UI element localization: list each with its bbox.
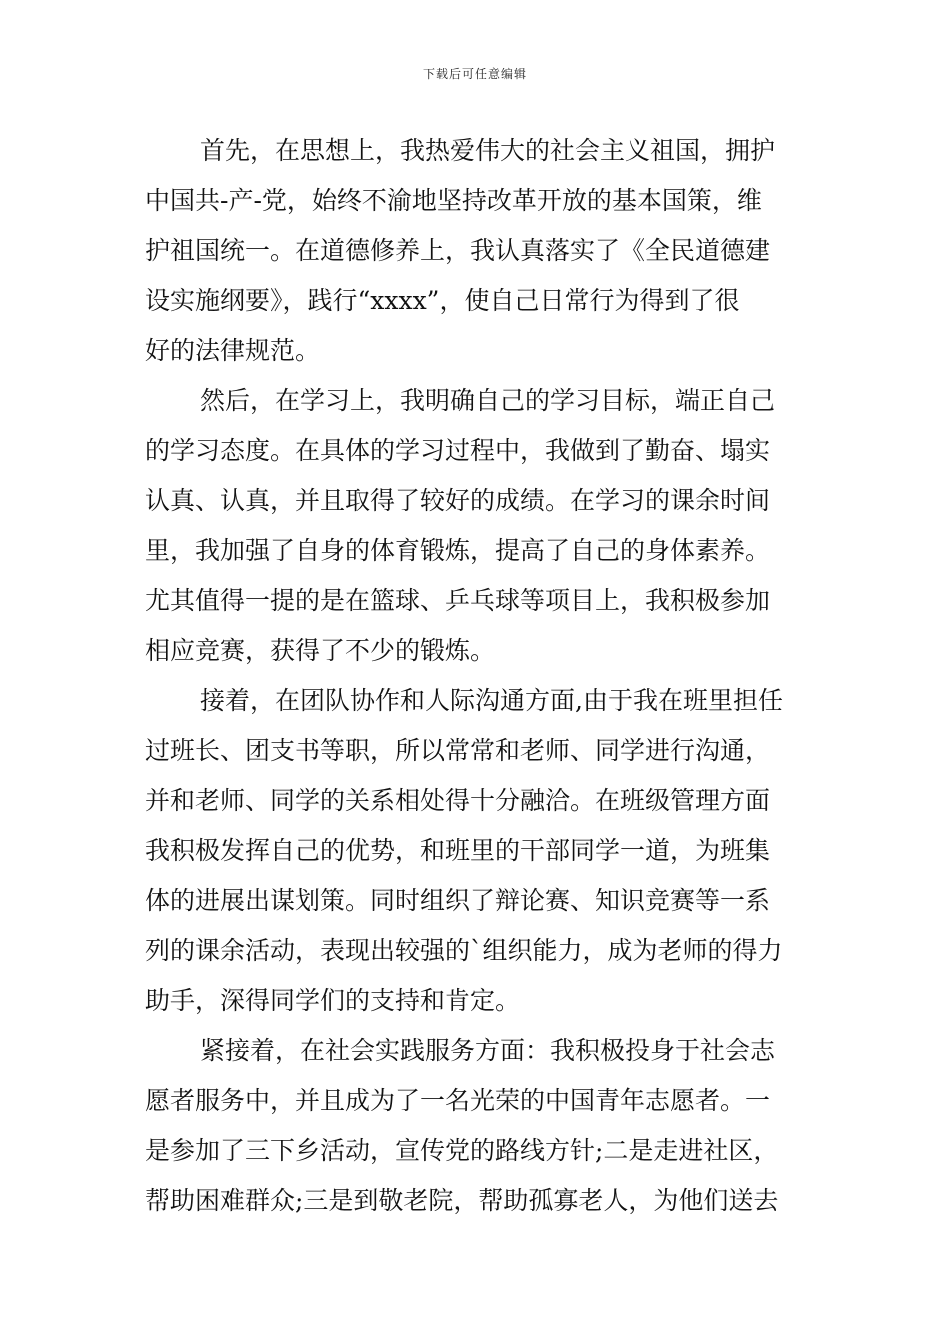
paragraph-1 [145,126,810,376]
text-line: 设实施纲要》，践行“xxxx”，使自己日常行为得到了很 [145,286,740,315]
page-header: 下载后可任意编辑 [422,67,527,81]
text-line: 是参加了三下乡活动，宣传党的路线方针;二是走进社区， [145,1136,779,1165]
text-line: 里，我加强了自身的体育锻炼，提高了自己的身体素养。 [145,536,771,565]
text-line: 中国共-产-党，始终不渝地坚持改革开放的基本国策，维 [145,186,762,215]
paragraph-4 [145,1026,810,1226]
text-line: 然后，在学习上，我明确自己的学习目标，端正自己 [200,386,776,415]
text-line: 认真、认真，并且取得了较好的成绩。在学习的课余时间 [145,486,771,515]
paragraph-2 [145,376,810,676]
text-line: 相应竞赛，获得了不少的锻炼。 [145,636,496,665]
text-line: 帮助困难群众;三是到敬老院，帮助孤寡老人，为他们送去 [145,1186,779,1215]
text-line: 护祖国统一。在道德修养上，我认真落实了《全民道德建 [145,236,771,265]
text-line: 紧接着，在社会实践服务方面：我积极投身于社会志 [200,1036,776,1065]
document-body [145,126,810,1226]
paragraph-3 [145,676,810,1026]
text-line: 接着，在团队协作和人际沟通方面,由于我在班里担任 [200,686,783,715]
text-line: 过班长、团支书等职，所以常常和老师、同学进行沟通， [145,736,771,765]
text-line: 我积极发挥自己的优势，和班里的干部同学一道，为班集 [145,836,771,865]
text-line: 愿者服务中，并且成为了一名光荣的中国青年志愿者。一 [145,1086,771,1115]
text-line: 首先，在思想上，我热爱伟大的社会主义祖国，拥护 [200,136,776,165]
text-line: 体的进展出谋划策。同时组织了辩论赛、知识竞赛等一系 [145,886,771,915]
text-line: 并和老师、同学的关系相处得十分融洽。在班级管理方面 [145,786,771,815]
text-line: 列的课余活动，表现出较强的`组织能力，成为老师的得力 [145,936,783,965]
text-line: 尤其值得一提的是在篮球、乒乓球等项目上，我积极参加 [145,586,771,615]
text-line: 好的法律规范。 [145,336,321,365]
text-line: 的学习态度。在具体的学习过程中，我做到了勤奋、塌实 [145,436,771,465]
text-line: 助手，深得同学们的支持和肯定。 [145,986,521,1015]
